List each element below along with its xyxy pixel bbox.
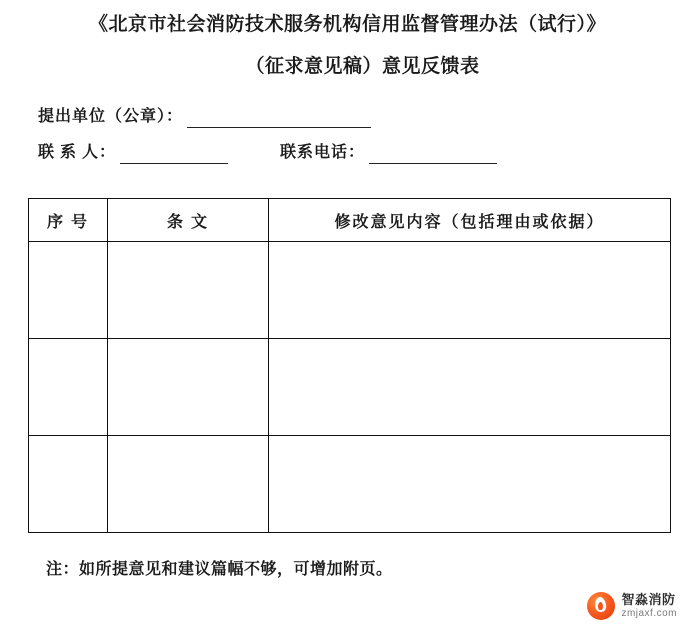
watermark-name: 智淼消防 <box>621 591 676 607</box>
table-cell-seq[interactable] <box>29 436 108 533</box>
table-header-article: 条 文 <box>108 199 269 242</box>
watermark-text <box>621 593 677 619</box>
table-cell-article[interactable] <box>108 339 269 436</box>
document-page <box>0 12 695 628</box>
field-row-contact <box>38 142 667 164</box>
feedback-table <box>28 198 671 533</box>
table-cell-seq[interactable] <box>29 339 108 436</box>
table-header <box>29 199 671 242</box>
table-cell-opinion[interactable] <box>269 339 671 436</box>
table-header-row <box>29 199 671 242</box>
field-input-unit[interactable] <box>187 110 371 128</box>
table-body <box>29 242 671 533</box>
table-cell-article[interactable] <box>108 436 269 533</box>
table-row <box>29 339 671 436</box>
field-input-contact[interactable] <box>120 146 228 164</box>
field-label-unit: 提出单位（公章）： <box>38 108 184 125</box>
table-cell-opinion[interactable] <box>269 242 671 339</box>
field-label-phone: 联系电话： <box>280 144 366 161</box>
document-title-line2: （征求意见稿）意见反馈表 <box>245 56 480 77</box>
table-cell-article[interactable] <box>108 242 269 339</box>
field-label-contact: 联 系 人： <box>38 144 117 161</box>
table-header-opinion: 修改意见内容（包括理由或依据） <box>269 199 671 242</box>
table-cell-seq[interactable] <box>29 242 108 339</box>
field-row-unit <box>38 106 667 128</box>
document-note: 注：如所提意见和建议篇幅不够，可增加附页。 <box>46 561 393 578</box>
table-row <box>29 242 671 339</box>
field-input-phone[interactable] <box>369 146 497 164</box>
table-header-seq: 序 号 <box>29 199 108 242</box>
form-fields <box>28 106 667 164</box>
table-cell-opinion[interactable] <box>269 436 671 533</box>
document-title-line1: 《北京市社会消防技术服务机构信用监督管理办法（试行）》 <box>88 14 606 35</box>
watermark-url: zmjaxf.com <box>621 607 677 619</box>
table-row <box>29 436 671 533</box>
